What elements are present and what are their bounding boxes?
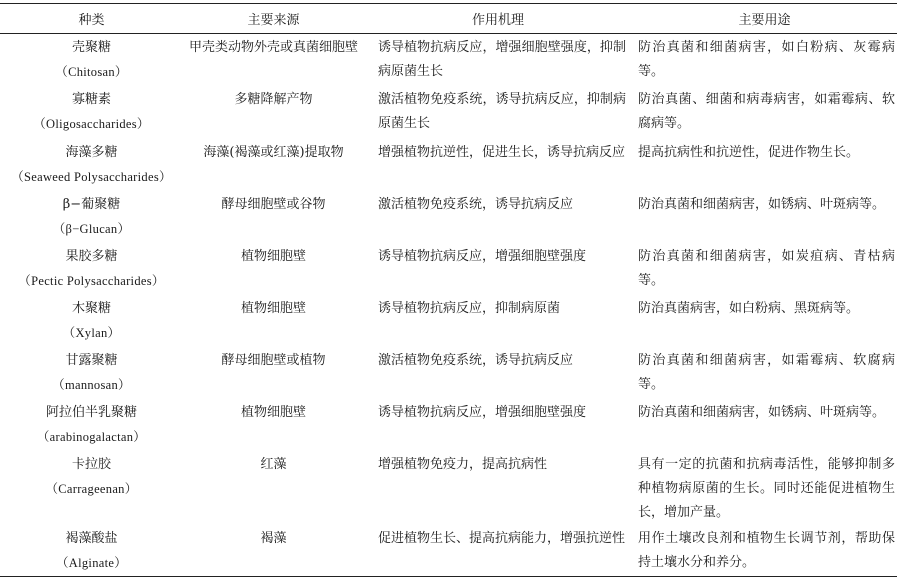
cell-use: 防治真菌病害，如白粉病、黑斑病等。 <box>638 300 860 316</box>
table-row <box>0 34 897 86</box>
cell-type <box>0 525 183 577</box>
type-name: 果胶多糖 <box>65 248 118 264</box>
cell-type <box>0 34 183 86</box>
type-latin-name: （mannosan） <box>52 377 131 392</box>
type-latin-name: （arabinogalactan） <box>36 429 147 444</box>
cell-mechanism: 诱导植物抗病反应，增强细胞壁强度 <box>378 248 587 264</box>
table-row <box>0 451 897 525</box>
header-source: 主要来源 <box>183 4 364 34</box>
cell-use: 防治真菌和细菌病害，如白粉病、灰霉病等。 <box>638 40 895 79</box>
header-type: 种类 <box>0 4 183 34</box>
header-mechanism: 作用机理 <box>364 4 632 34</box>
cell-type <box>0 399 183 451</box>
type-latin-name: （Carrageenan） <box>45 481 138 496</box>
cell-use: 防治真菌和细菌病害，如锈病、叶斑病等。 <box>638 404 886 420</box>
cell-source: 植物细胞壁 <box>240 300 306 316</box>
type-name: 海藻多糖 <box>65 144 118 160</box>
cell-mechanism: 激活植物免疫系统，诱导抗病反应 <box>378 352 574 368</box>
cell-source: 多糖降解产物 <box>234 91 313 107</box>
type-latin-name: （Xylan） <box>62 325 121 340</box>
table-body <box>0 34 897 577</box>
table-row <box>0 347 897 399</box>
table-row <box>0 139 897 191</box>
type-name: 褐藻酸盐 <box>65 530 118 546</box>
cell-source: 甲壳类动物外壳或真菌细胞壁 <box>188 40 358 55</box>
cell-use: 防治真菌、细菌和病毒病害，如霜霉病、软腐病等。 <box>638 91 895 131</box>
cell-mechanism: 诱导植物抗病反应，增强细胞壁强度，抑制病原菌生长 <box>378 40 626 79</box>
type-latin-name: （Seaweed Polysaccharides） <box>11 169 172 184</box>
type-name: 阿拉伯半乳聚糖 <box>45 404 137 420</box>
cell-use: 具有一定的抗菌和抗病毒活性，能够抑制多种植物病原菌的生长。同时还能促进植物生长，增加产量。 <box>638 456 895 520</box>
cell-type <box>0 295 183 347</box>
cell-type <box>0 347 183 399</box>
table-row <box>0 243 897 295</box>
cell-use: 防治真菌和细菌病害，如锈病、叶斑病等。 <box>638 196 886 212</box>
type-name: 木聚糖 <box>71 300 111 316</box>
cell-source: 植物细胞壁 <box>240 404 306 420</box>
table-row <box>0 399 897 451</box>
cell-source: 海藻(褐藻或红藻)提取物 <box>203 144 344 160</box>
cell-use: 防治真菌和细菌病害，如霜霉病、软腐病等。 <box>638 352 895 392</box>
type-name: 卡拉胶 <box>71 456 111 472</box>
table-header <box>0 4 897 34</box>
cell-type <box>0 139 183 191</box>
cell-mechanism: 激活植物免疫系统，诱导抗病反应 <box>378 196 574 212</box>
type-name: 寡糖素 <box>71 91 111 107</box>
cell-mechanism: 诱导植物抗病反应，增强细胞壁强度 <box>378 404 587 420</box>
table-row <box>0 86 897 139</box>
cell-type <box>0 451 183 525</box>
cell-use: 用作土壤改良剂和植物生长调节剂，帮助保持土壤水分和养分。 <box>632 525 897 577</box>
cell-mechanism: 诱导植物抗病反应，抑制病原菌 <box>378 300 561 316</box>
table-row <box>0 525 897 577</box>
table-row <box>0 295 897 347</box>
cell-source: 褐藻 <box>183 525 364 577</box>
cell-type <box>0 86 183 139</box>
cell-mechanism: 增强植物抗逆性，促进生长，诱导抗病反应 <box>378 144 626 160</box>
cell-source: 红藻 <box>260 456 287 472</box>
cell-use: 提高抗病性和抗逆性，促进作物生长。 <box>638 144 860 160</box>
type-latin-name: （Alginate） <box>55 555 128 570</box>
type-latin-name: （Chitosan） <box>55 65 128 79</box>
header-use: 主要用途 <box>632 4 897 34</box>
cell-use: 防治真菌和细菌病害，如炭疽病、青枯病等。 <box>638 248 895 288</box>
cell-type <box>0 243 183 295</box>
cell-mechanism: 促进植物生长、提高抗病能力，增强抗逆性 <box>364 525 632 577</box>
type-latin-name: （β−Glucan） <box>52 221 131 236</box>
cell-type <box>0 191 183 243</box>
table-row <box>0 191 897 243</box>
cell-source: 酵母细胞壁或植物 <box>221 352 326 368</box>
cell-source: 酵母细胞壁或谷物 <box>221 196 326 212</box>
type-name: 甘露聚糖 <box>65 352 118 368</box>
type-name: 壳聚糖 <box>71 40 111 55</box>
cell-mechanism: 增强植物免疫力，提高抗病性 <box>378 456 548 472</box>
type-latin-name: （Pectic Polysaccharides） <box>18 273 165 288</box>
header-row <box>0 4 897 34</box>
type-latin-name: （Oligosaccharides） <box>33 116 150 131</box>
polysaccharide-table <box>0 3 897 577</box>
cell-mechanism: 激活植物免疫系统，诱导抗病反应，抑制病原菌生长 <box>378 91 626 131</box>
cell-source: 植物细胞壁 <box>240 248 306 264</box>
type-name: β−葡聚糖 <box>62 196 121 212</box>
